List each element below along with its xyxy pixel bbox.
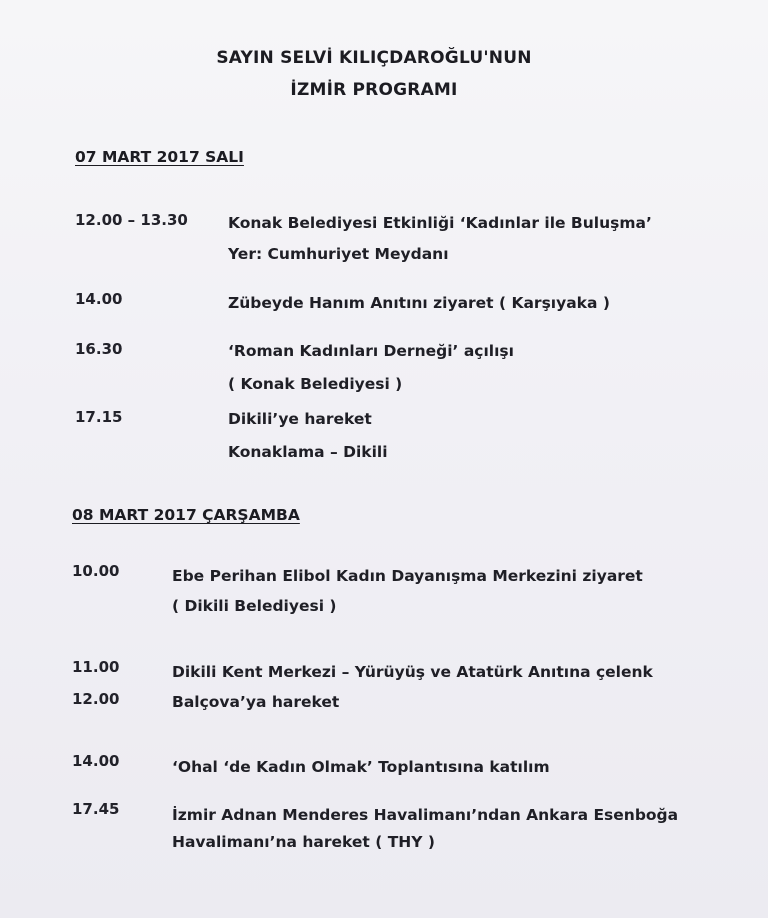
document-title-line2: İZMİR PROGRAMI xyxy=(290,80,458,100)
event-time: 12.00 xyxy=(72,690,120,708)
event-text: Balçova’ya hareket xyxy=(172,693,340,711)
day-heading-2: 08 MART 2017 ÇARŞAMBA xyxy=(72,506,300,524)
event-time: 10.00 xyxy=(72,562,120,580)
event-text: Dikili Kent Merkezi – Yürüyüş ve Atatürk Anıtına çelenk xyxy=(172,663,653,681)
event-time: 17.45 xyxy=(72,800,120,818)
document-title-line1: SAYIN SELVİ KILIÇDAROĞLU'NUN xyxy=(216,48,532,68)
event-text: Zübeyde Hanım Anıtını ziyaret ( Karşıyaka ) xyxy=(228,294,610,312)
event-text: ( Dikili Belediyesi ) xyxy=(172,597,337,615)
event-text: Havalimanı’na hareket ( THY ) xyxy=(172,833,435,851)
event-time: 16.30 xyxy=(75,340,123,358)
event-text: Konak Belediyesi Etkinliği ‘Kadınlar ile Buluşma’ xyxy=(228,214,652,232)
event-time: 11.00 xyxy=(72,658,120,676)
event-time: 14.00 xyxy=(72,752,120,770)
event-text: Ebe Perihan Elibol Kadın Dayanışma Merkezini ziyaret xyxy=(172,567,643,585)
event-time: 12.00 – 13.30 xyxy=(75,211,188,229)
event-text: ( Konak Belediyesi ) xyxy=(228,375,403,393)
event-text: İzmir Adnan Menderes Havalimanı’ndan Ankara Esenboğa xyxy=(172,806,679,824)
event-text: ‘Roman Kadınları Derneği’ açılışı xyxy=(228,342,514,360)
event-text: ‘Ohal ‘de Kadın Olmak’ Toplantısına katılım xyxy=(172,758,550,776)
day-heading-1: 07 MART 2017 SALI xyxy=(75,148,244,166)
event-text: Yer: Cumhuriyet Meydanı xyxy=(228,245,449,263)
event-text: Dikili’ye hareket xyxy=(228,410,372,428)
event-text: Konaklama – Dikili xyxy=(228,443,388,461)
event-time: 17.15 xyxy=(75,408,123,426)
event-time: 14.00 xyxy=(75,290,123,308)
